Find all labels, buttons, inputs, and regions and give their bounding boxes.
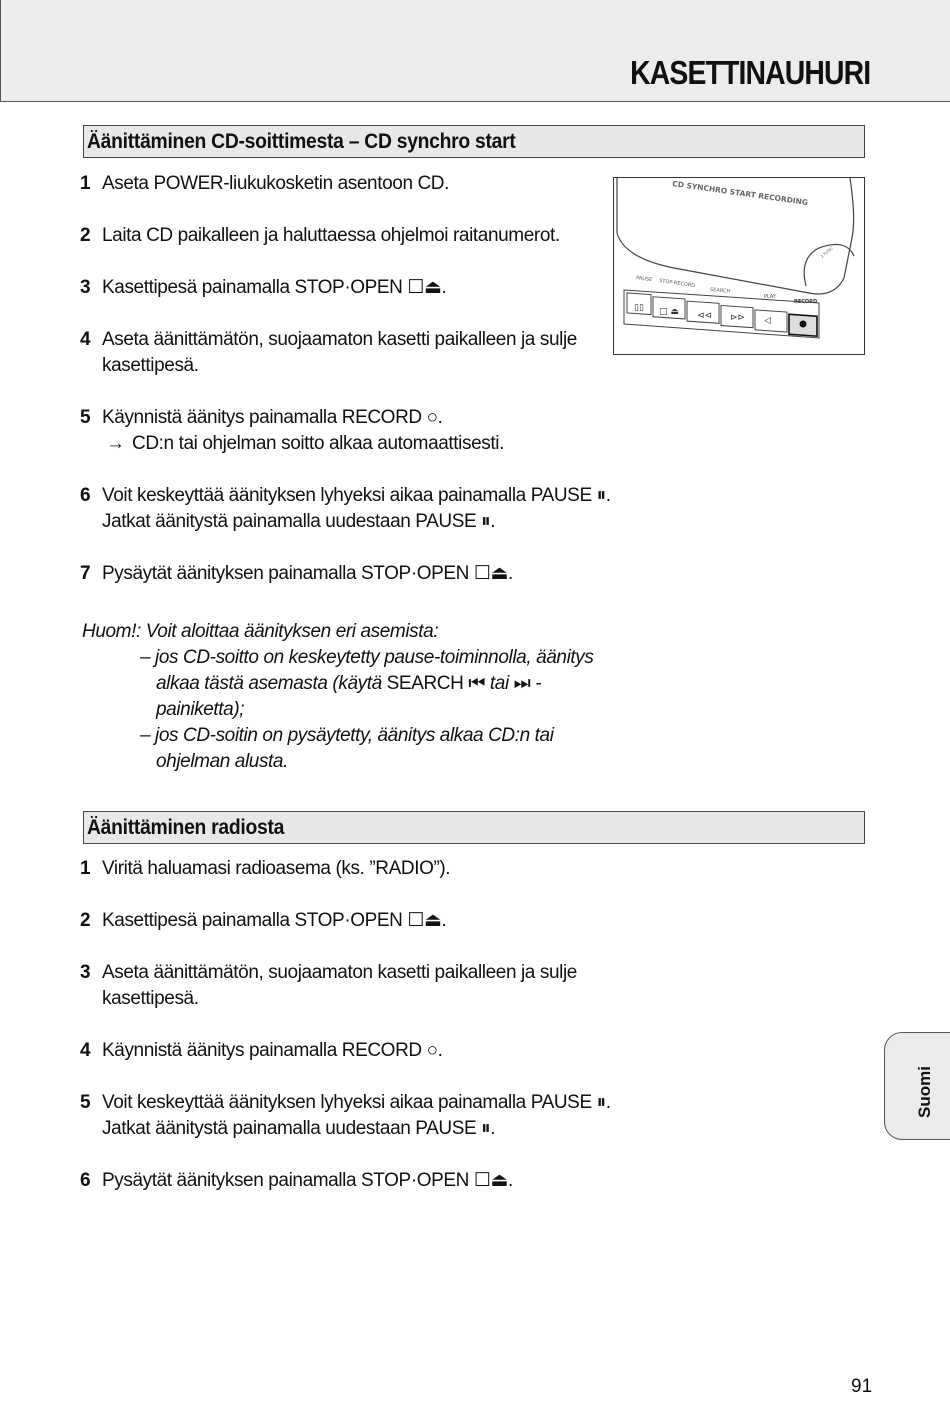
radio-step-6: 6 Pysäytät äänityksen painamalla STOP·OPEN ☐⏏. xyxy=(80,1170,513,1191)
note-item-stop: – jos CD-soitin on pysäytetty, äänitys alkaa CD:n tai ohjelman alusta. xyxy=(140,725,554,772)
page-number: 91 xyxy=(851,1376,873,1397)
radio-recording-steps xyxy=(80,856,620,1194)
cd-recording-steps xyxy=(80,171,620,587)
pause-label: PAUSE xyxy=(635,275,653,284)
radio-step-2: 2 Kasettipesä painamalla STOP·OPEN ☐⏏. xyxy=(80,910,447,931)
language-tab xyxy=(884,1032,950,1140)
stop-eject-icon: □ ⏏ xyxy=(659,307,679,317)
radio-step-5: 5 Voit keskeyttää äänityksen lyhyeksi aikaa painamalla PAUSE ⏸. Jatkat äänitystä painamalla uudestaan PAUSE ⏸. xyxy=(80,1092,611,1139)
stop-record-label: STOP·RECORD xyxy=(658,278,696,290)
play-button-drawing xyxy=(755,310,787,332)
device-illustration xyxy=(613,177,865,355)
section-heading-cd-recording: Äänittäminen CD-soittimesta – CD synchro start xyxy=(83,125,865,158)
cassette-deck-drawing xyxy=(614,178,863,353)
fast-forward-icon: ⊳⊳ xyxy=(730,313,746,323)
step-7: 7 Pysäytät äänityksen painamalla STOP·OPEN ☐⏏. xyxy=(80,563,513,584)
result-arrow-icon: → xyxy=(106,433,125,454)
radio-step-1: 1 Viritä haluamasi radioasema (ks. ”RADIO”). xyxy=(80,858,451,879)
step-6: 6 Voit keskeyttää äänityksen lyhyeksi aikaa painamalla PAUSE ⏸. Jatkat äänitystä painamalla uudestaan PAUSE ⏸. xyxy=(80,485,611,532)
cd-label: CD SYNCHRO START RECORDING xyxy=(671,179,809,208)
rewind-icon: ⊲⊲ xyxy=(697,311,713,321)
play-icon: ◁ xyxy=(764,316,771,326)
pause-icon: ▯▯ xyxy=(634,303,644,313)
note-label: Huom!: Voit aloittaa äänityksen eri asemista: xyxy=(82,621,439,642)
step-4: 4 Aseta äänittämätön, suojaamaton kasetti paikalleen ja sulje kasettipesä. xyxy=(80,329,577,376)
switch-label: 2 FUNC xyxy=(819,245,835,259)
step-1: 1 Aseta POWER-liukukosketin asentoon CD. xyxy=(80,173,450,194)
search-label: SEARCH xyxy=(709,287,731,295)
section-heading-radio-recording: Äänittäminen radiosta xyxy=(83,811,865,844)
language-tab-label: Suomi xyxy=(915,1066,934,1118)
play-label: PLAY xyxy=(764,294,777,300)
step-3: 3 Kasettipesä painamalla STOP·OPEN ☐⏏. xyxy=(80,277,447,298)
radio-step-3: 3 Aseta äänittämätön, suojaamaton kasetti paikalleen ja sulje kasettipesä. xyxy=(80,962,577,1009)
radio-step-4: 4 Käynnistä äänitys painamalla RECORD ○. xyxy=(80,1040,443,1061)
step-5: 5 Käynnistä äänitys painamalla RECORD ○. → CD:n tai ohjelman soitto alkaa automaattisesti. xyxy=(80,405,620,457)
chapter-title: KASETTINAUHURI xyxy=(629,54,870,91)
note xyxy=(82,619,616,775)
record-label: RECORD xyxy=(794,299,818,305)
step-2: 2 Laita CD paikalleen ja haluttaessa ohjelmoi raitanumerot. xyxy=(80,225,560,246)
record-dot-icon xyxy=(800,321,807,328)
note-item-pause: – jos CD-soitto on keskeytetty pause-toiminnolla, äänitys alkaa tästä asemasta (käytä SEARCH ⏮ tai ⏭ -painiketta); xyxy=(140,647,594,720)
